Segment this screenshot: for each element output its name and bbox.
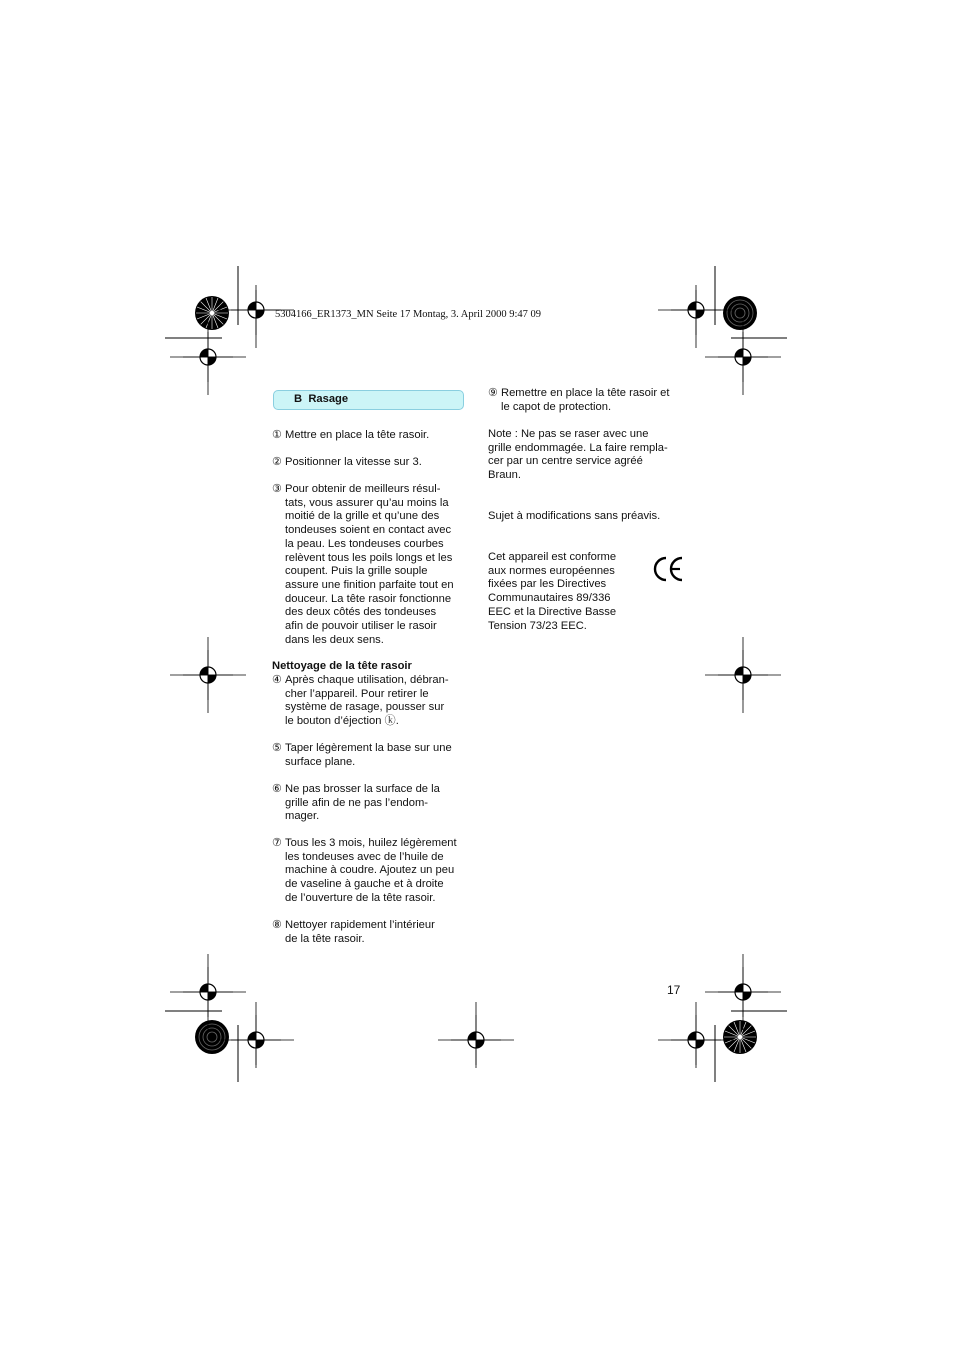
item-text: Tous les 3 mois, huilez légèrement les tondeuses avec de l’huile de machine à coudre. Ajoutez un peu de vaseline à gauche et à droite de l’ouverture de la tête rasoir. bbox=[285, 837, 457, 904]
ce-mark-icon bbox=[652, 554, 684, 584]
item-number: ② bbox=[272, 456, 283, 468]
item-text: Positionner la vitesse sur 3. bbox=[285, 456, 422, 468]
note-text: Note : Ne pas se raser avec une grille endommagée. La faire rempla- cer par un centre service agréé Braun. bbox=[488, 428, 668, 482]
conformity-statement: Cet appareil est conforme aux normes européennes fixées par les Directives Communautaires 89/336 EEC et la Directive Basse Tension 73/23 EEC. bbox=[488, 551, 617, 632]
item-number: ① bbox=[272, 429, 283, 441]
item-number: ③ bbox=[272, 483, 283, 495]
item-number: ⑨ bbox=[488, 387, 499, 399]
item-text: Remettre en place la tête rasoir et le capot de protection. bbox=[501, 387, 670, 413]
item-text: Taper légèrement la base sur une surface plane. bbox=[285, 742, 452, 768]
section-heading bbox=[294, 393, 348, 405]
section-title: Rasage bbox=[308, 393, 349, 405]
item-number: ⑦ bbox=[272, 837, 283, 849]
item-text: Mettre en place la tête rasoir. bbox=[285, 429, 430, 441]
cleaning-heading: Nettoyage de la tête rasoir bbox=[272, 660, 412, 672]
page-number: 17 bbox=[667, 983, 681, 997]
item-text: Après chaque utilisation, débran- cher l’appareil. Pour retirer le système de rasage, pousser sur le bouton d’éjection ⓚ. bbox=[285, 674, 449, 728]
item-number: ⑥ bbox=[272, 783, 283, 795]
item-text: Ne pas brosser la surface de la grille afin de ne pas l’endom- mager. bbox=[285, 783, 440, 823]
section-letter: B bbox=[294, 393, 303, 405]
item-text: Nettoyer rapidement l’intérieur de la tête rasoir. bbox=[285, 919, 435, 945]
print-info: 5304166_ER1373_MN Seite 17 Montag, 3. April 2000 9:47 09 bbox=[275, 309, 541, 320]
modifications-notice: Sujet à modifications sans préavis. bbox=[488, 510, 661, 522]
item-number: ④ bbox=[272, 674, 283, 686]
item-number: ⑤ bbox=[272, 742, 283, 754]
item-number: ⑧ bbox=[272, 919, 283, 931]
item-text: Pour obtenir de meilleurs résul- tats, vous assurer qu’au moins la moitié de la grille et qu’une des tondeuses soient en contact avec la peau. Les tondeuses courbes relèvent tous les poils longs et les coupent. Puis la grille souple assure une finition parfaite tout en douceur. La tête rasoir fonctionne des deux côtés des tondeuses afin de pouvoir utiliser le rasoir dans les deux sens. bbox=[285, 483, 454, 646]
